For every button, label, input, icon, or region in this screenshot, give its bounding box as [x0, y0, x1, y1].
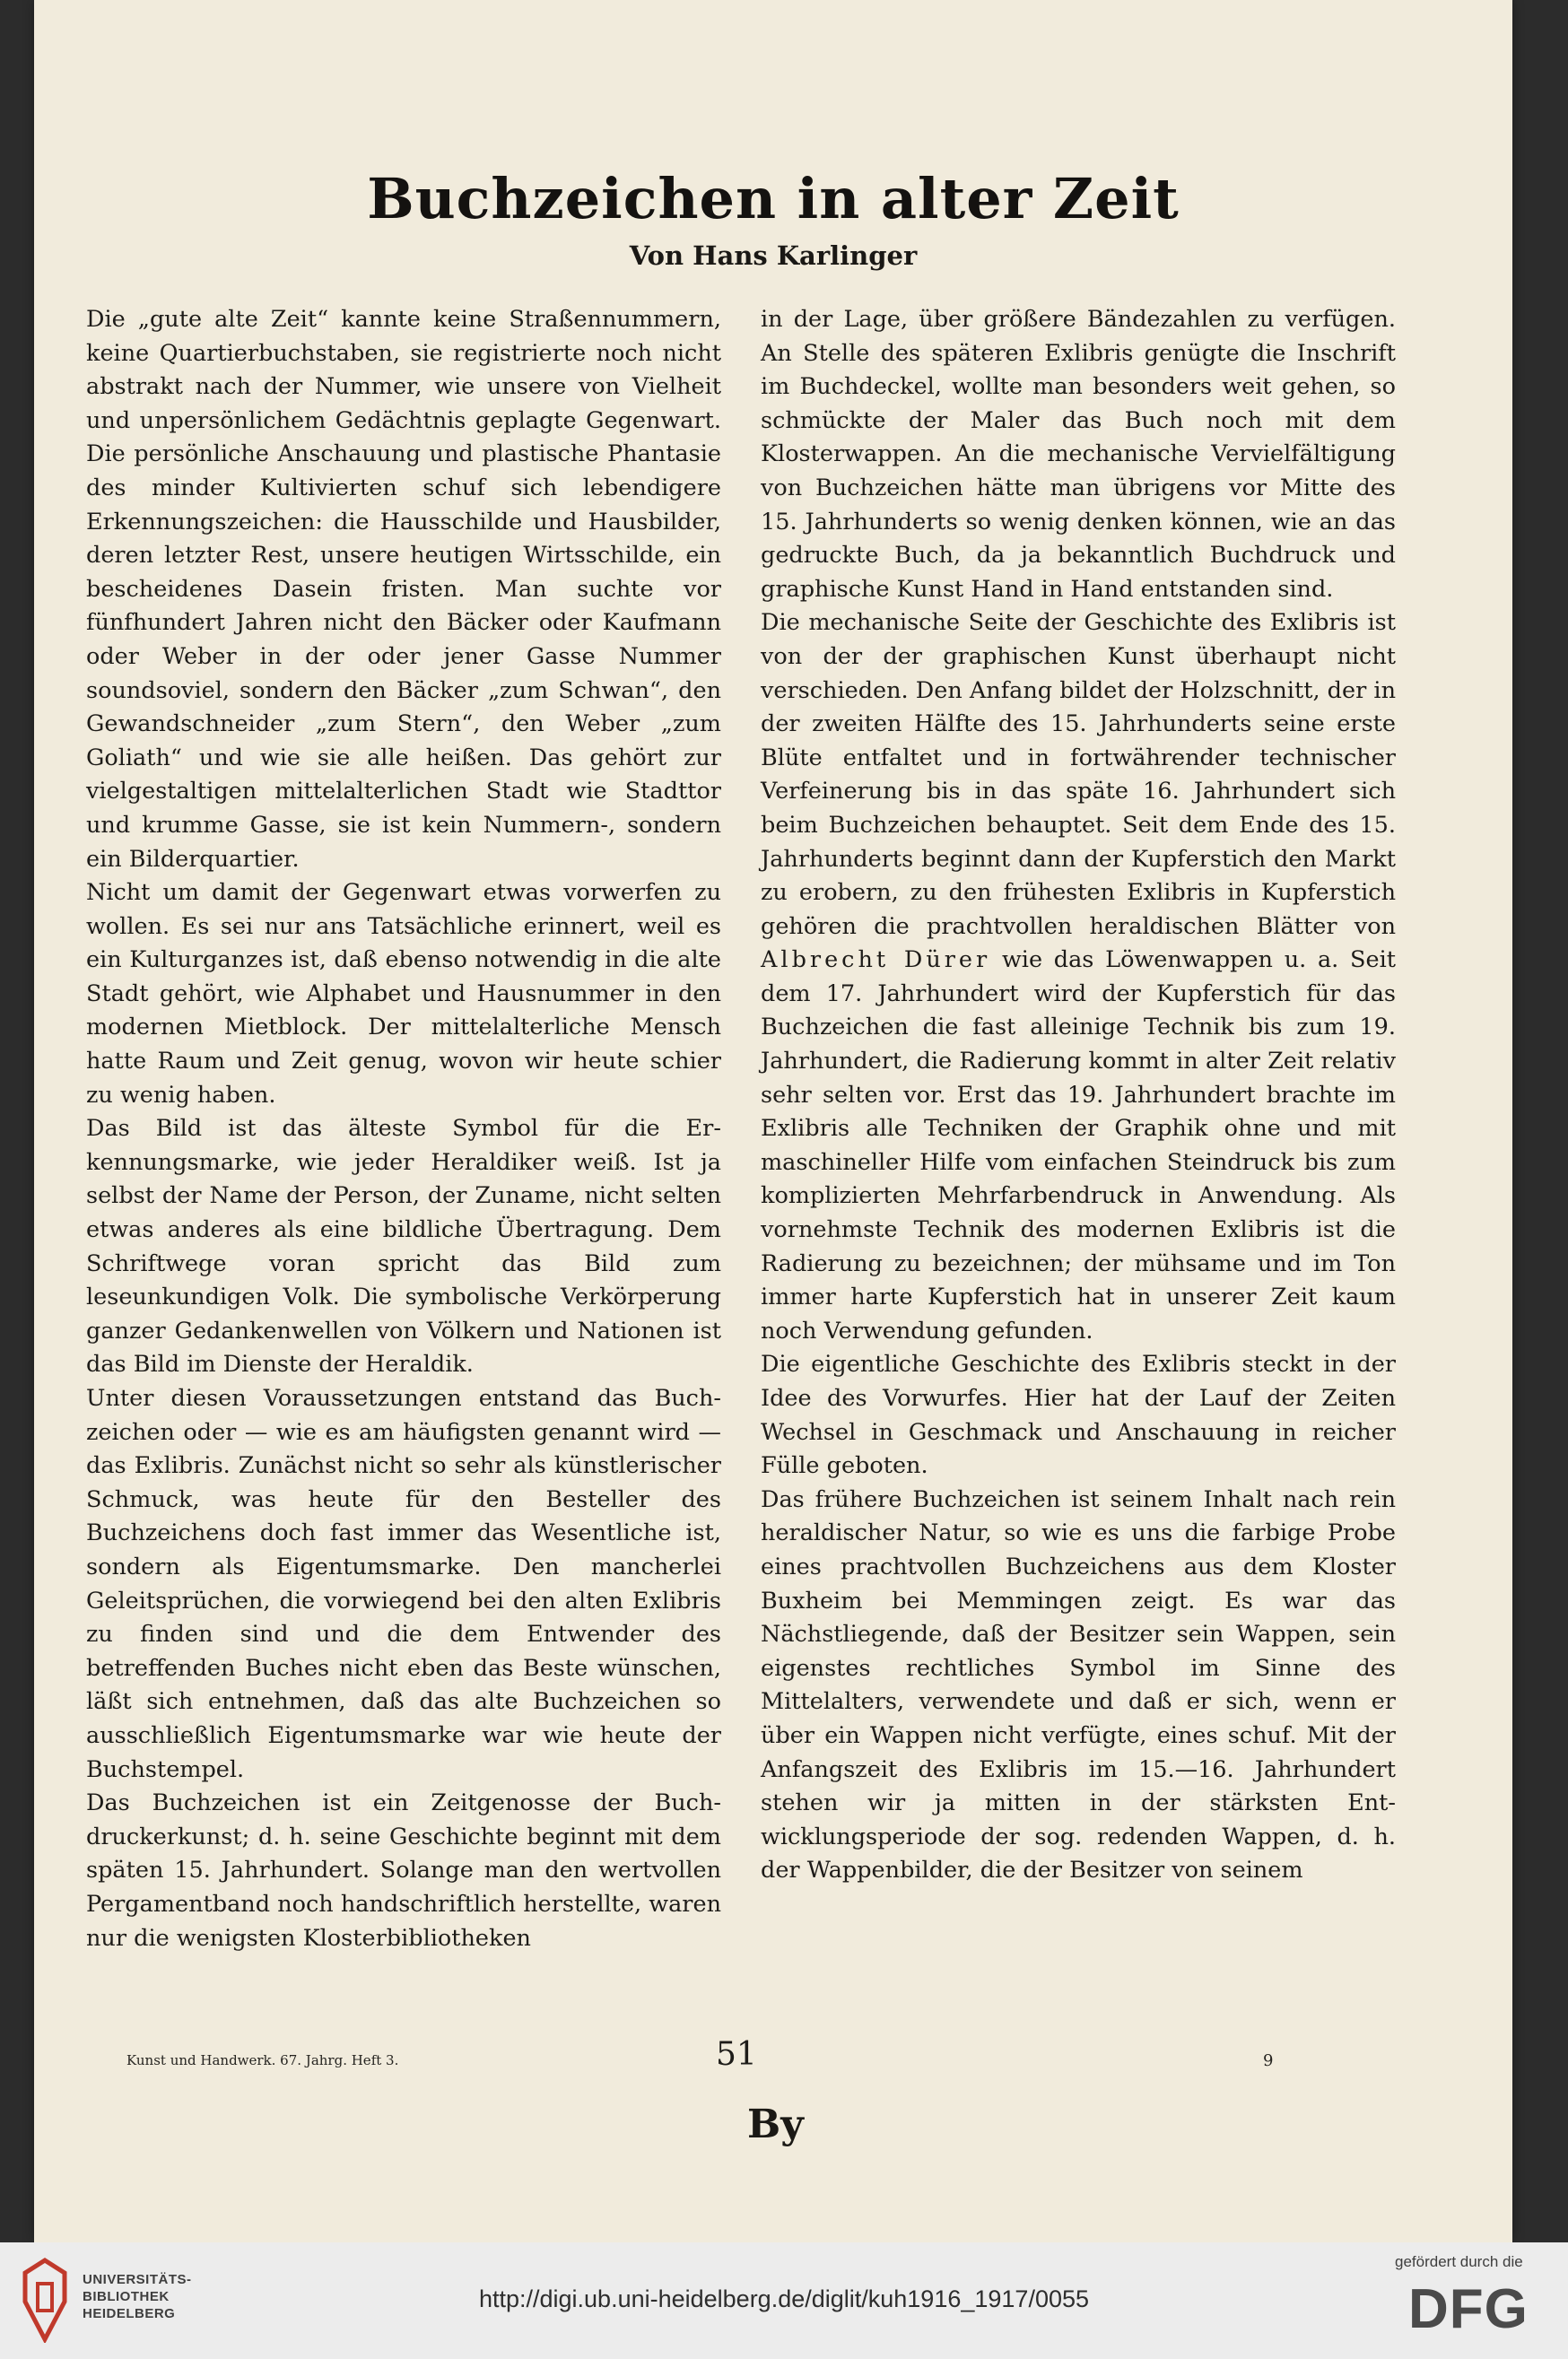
paragraph: Die eigentliche Geschichte des Exlibris steckt in der Idee des Vorwurfes. Hier hat der Lauf der Zeiten Wechsel in Geschmack und Anschauung in reicher Fülle geboten.: [761, 1351, 1396, 1480]
paragraph-text: wie das Löwenwappen u. a. Seit dem 17. Jahrhundert wird der Kupferstich für das Buchzeichen die fast alleinige Technik bis zum 19. Jahrhundert, die Radierung kommt in alter Zeit relativ sehr selten vor. Erst das 19. Jahrhundert brachte im Exlibris alle Techniken der Graphik ohne und mit maschineller Hilfe vom einfachen Steindruck bis zum komplizierten Mehrfarbendruck in Anwendung. Als vornehmste Technik des modernen Exlibris ist die Radierung zu bezeichnen; der mühsame und im Ton immer harte Kupferstich hat in unserer Zeit kaum noch Verwendung gefunden.: [761, 946, 1396, 1345]
paragraph: Das Bild ist das älteste Symbol für die Erkennungsmarke, wie jeder Heraldiker weiß. Ist ja selbst der Name der Person, der Zuname, nicht selten etwas anderes als eine bildliche Übertragung. Dem Schriftwege voran spricht das Bild zum leseunkundigen Volk. Die symbolische Verkörperung ganzer Gedankenwellen von Völkern und Nationen ist das Bild im Dienste der Heraldik.: [86, 1115, 721, 1379]
university-line: BIBLIOTHEK: [83, 2289, 170, 2304]
paragraph: Unter diesen Voraussetzungen entstand das Buchzeichen oder — wie es am häufigsten genannt wird — das Exlibris. Zunächst nicht so sehr als künstlerischer Schmuck, was heute für den Besteller des Buchzeichens doch fast immer das Wesentliche ist, sondern als Eigentumsmarke. Den mancherlei Geleitsprüchen, die vorwiegend bei den alten Exlibris zu finden sind und die dem Entwender des betreffenden Buches nicht eben das Beste wünschen, läßt sich entnehmen, daß das alte Buchzeichen so ausschließlich Eigentumsmarke war wie heute der Buchstempel.: [86, 1385, 721, 1783]
sheet-number: 9: [1263, 2051, 1274, 2070]
paragraph: Nicht um damit der Gegenwart etwas vorwerfen zu wollen. Es sei nur ans Tatsächliche erinnert, weil es ein Kulturganzes ist, daß ebenso notwendig in die alte Stadt gehört, wie Alphabet und Hausnummer in den modernen Mietblock. Der mittelalterliche Mensch hatte Raum und Zeit genug, wovon wir heute schier zu wenig haben.: [86, 879, 721, 1109]
paragraph: Das frühere Buchzeichen ist seinem Inhalt nach rein heraldischer Natur, so wie es uns die farbige Probe eines prachtvollen Buchzeichens aus dem Kloster Buxheim bei Memmingen zeigt. Es war das Nächstliegende, daß der Besitzer sein Wappen, sein eigenstes rechtliches Symbol im Sinne des Mittelalters, verwendete und daß er sich, wenn er über ein Wappen nicht verfügte, eines schuf. Mit der Anfangszeit des Exlibris im 15.—16. Jahrhundert stehen wir ja mitten in der stärksten Entwicklungsperiode der sog. redenden Wappen, d. h. der Wappenbilder, die der Besitzer von seinem: [761, 1485, 1396, 1885]
signature-mark: By: [747, 2102, 804, 2147]
university-line: HEIDELBERG: [83, 2306, 176, 2321]
page-number: 51: [716, 2036, 757, 2073]
paragraph: [761, 606, 1396, 1348]
scanned-page: [34, 0, 1512, 2242]
left-column: [86, 303, 721, 1955]
right-column: [761, 303, 1396, 1888]
university-line: UNIVERSITÄTS-: [83, 2272, 192, 2287]
funding-caption: gefördert durch die: [1395, 2253, 1523, 2270]
paragraph: Die „gute alte Zeit“ kannte keine Straßennummern, keine Quartierbuchstaben, sie registrierte noch nicht abstrakt nach der Nummer, wie unsere von Vielheit und unpersönlichem Gedächtnis geplagte Gegenwart. Die persönliche Anschauung und plastische Phantasie des minder Kultivierten schuf sich lebendigere Erkennungszeichen: die Hausschilde und Hausbilder, deren letzter Rest, unsere heutigen Wirtsschilde, ein bescheidenes Dasein fristen. Man suchte vor fünfhundert Jahren nicht den Bäcker oder Kaufmann oder Weber in der oder jener Gasse Nummer soundsoviel, sondern den Bäcker „zum Schwan“, den Gewandschneider „zum Stern“, den Weber „zum Goliath“ und wie sie alle heißen. Das gehört zur vielgestaltigen mittelalterlichen Stadt wie Stadttor und krumme Gasse, sie ist kein Nummern-, sondern ein Bilderquartier.: [86, 306, 721, 873]
paragraph: Das Buchzeichen ist ein Zeitgenosse der Buchdruckerkunst; d. h. seine Geschichte beginnt mit dem späten 15. Jahrhundert. Solange man den wertvollen Pergamentband noch handschriftlich herstellte, waren nur die wenigsten Klosterbibliotheken: [86, 1789, 721, 1952]
artist-name: Albrecht Dürer: [761, 946, 991, 974]
article-title: Buchzeichen in alter Zeit: [367, 166, 1180, 231]
dfg-logo: DFG: [1408, 2278, 1529, 2340]
article-byline: Von Hans Karlinger: [629, 240, 918, 271]
paragraph-text: Die mechanische Seite der Geschichte des Exlibris ist von der der graphischen Kunst überhaupt nicht verschieden. Den Anfang bildet der Holzschnitt, der in der zweiten Hälfte des 15. Jahrhunderts seine erste Blüte entfaltet und in fortwährender technischer Verfeinerung bis in das späte 16. Jahrhundert sich beim Buchzeichen behauptet. Seit dem Ende des 15. Jahrhunderts beginnt dann der Kupferstich den Markt zu erobern, zu den frühesten Exlibris in Kupferstich gehören die prachtvollen heraldischen Blätter von: [761, 609, 1396, 940]
permalink-url[interactable]: http://digi.ub.uni-heidelberg.de/diglit/kuh1916_1917/0055: [478, 2285, 1090, 2312]
viewer-bottom-bar: [0, 2242, 1568, 2359]
paragraph: in der Lage, über größere Bändezahlen zu verfügen. An Stelle des späteren Exlibris genügte die Inschrift im Buchdeckel, wollte man besonders weit gehen, so schmückte der Maler das Buch noch mit dem Klosterwappen. An die mechanische Vervielfältigung von Buchzeichen hätte man übrigens vor Mitte des 15. Jahrhunderts so wenig denken können, wie an das gedruckte Buch, da ja bekanntlich Buchdruck und graphische Kunst Hand in Hand entstanden sind.: [761, 306, 1396, 603]
journal-reference: Kunst und Handwerk. 67. Jahrg. Heft 3.: [126, 2052, 399, 2068]
